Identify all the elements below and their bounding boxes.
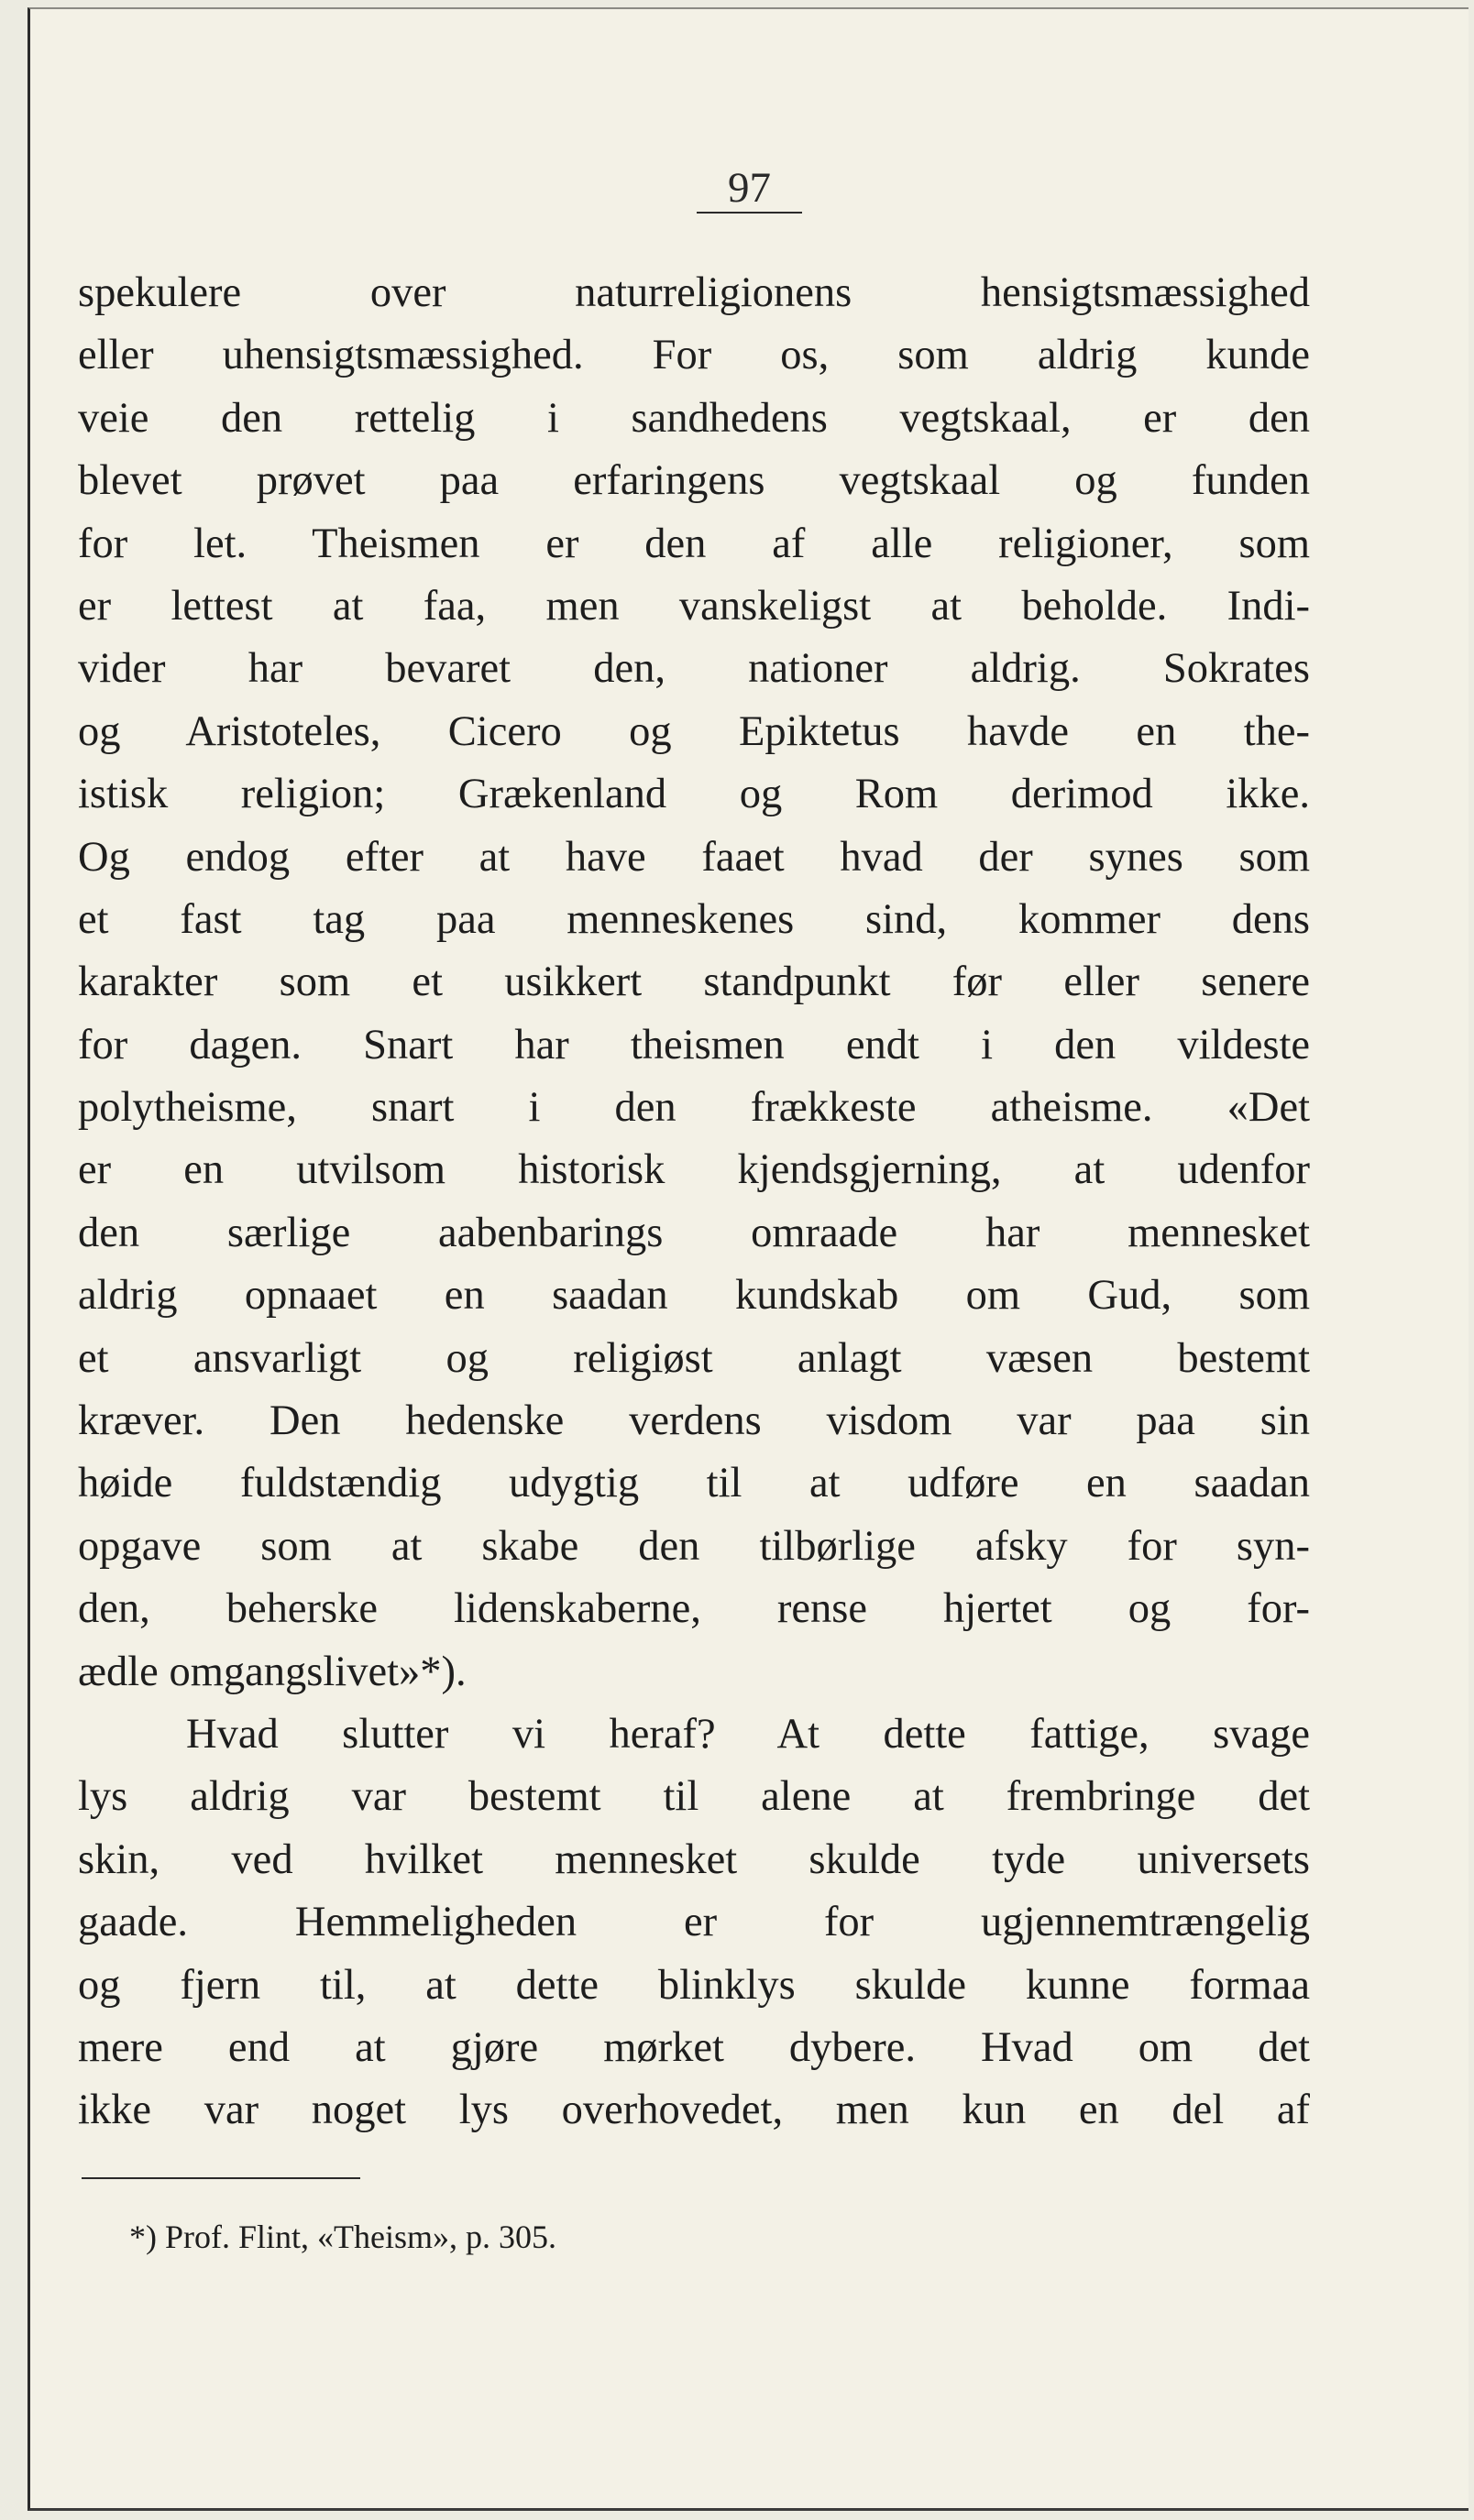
text-line: er lettest at faa, men vanskeligst at beholde. Indi- xyxy=(78,582,1310,630)
text-line: mere end at gjøre mørket dybere. Hvad om det xyxy=(78,2023,1310,2071)
text-line: et fast tag paa menneskenes sind, kommer dens xyxy=(78,895,1310,943)
text-line: eller uhensigtsmæssighed. For os, som aldrig kunde xyxy=(78,332,1310,379)
text-line: polytheisme, snart i den frækkeste atheisme. «Det xyxy=(78,1084,1310,1132)
text-line: istisk religion; Grækenland og Rom derimod ikke. xyxy=(78,771,1310,818)
footnote: *) Prof. Flint, «Theism», p. 305. xyxy=(129,2219,556,2255)
text-line: aldrig opnaaet en saadan kundskab om Gud, som xyxy=(78,1272,1310,1320)
text-line: er en utvilsom historisk kjendsgjerning, at udenfor xyxy=(78,1146,1310,1194)
text-line: Og endog efter at have faaet hvad der synes som xyxy=(78,833,1310,881)
text-line-paragraph-start: Hvad slutter vi heraf? At dette fattige, svage xyxy=(186,1710,1310,1758)
text-line: karakter som et usikkert standpunkt før eller senere xyxy=(78,959,1310,1006)
book-page xyxy=(28,7,1468,2511)
text-line: blevet prøvet paa erfaringens vegtskaal og funden xyxy=(78,457,1310,505)
text-line: veie den rettelig i sandhedens vegtskaal, er den xyxy=(78,394,1310,442)
text-line: den særlige aabenbarings omraade har mennesket xyxy=(78,1209,1310,1256)
text-line: skin, ved hvilket mennesket skulde tyde universets xyxy=(78,1835,1310,1883)
text-line: et ansvarligt og religiøst anlagt væsen bestemt xyxy=(78,1334,1310,1382)
text-line: lys aldrig var bestemt til alene at frembringe det xyxy=(78,1773,1310,1821)
text-line-paragraph-end: ædle omgangslivet»*). xyxy=(78,1648,467,1695)
text-line: og Aristoteles, Cicero og Epiktetus havde en the- xyxy=(78,707,1310,755)
footnote-divider xyxy=(82,2177,360,2179)
text-line: kræver. Den hedenske verdens visdom var paa sin xyxy=(78,1397,1310,1445)
text-line: høide fuldstændig udygtig til at udføre en saadan xyxy=(78,1460,1310,1507)
page-number: 97 xyxy=(30,163,1468,214)
text-line: for dagen. Snart har theismen endt i den vildeste xyxy=(78,1021,1310,1068)
text-line: for let. Theismen er den af alle religioner, som xyxy=(78,520,1310,567)
text-line: og fjern til, at dette blinklys skulde kunne formaa xyxy=(78,1961,1310,2009)
text-line: spekulere over naturreligionens hensigtsmæssighed xyxy=(78,269,1310,316)
text-line: opgave som at skabe den tilbørlige afsky for syn- xyxy=(78,1522,1310,1570)
text-line: vider har bevaret den, nationer aldrig. Sokrates xyxy=(78,645,1310,693)
text-line: ikke var noget lys overhovedet, men kun en del af xyxy=(78,2087,1310,2134)
body-text xyxy=(78,262,1310,2142)
text-line: den, beherske lidenskaberne, rense hjertet og for- xyxy=(78,1585,1310,1633)
text-line: gaade. Hemmeligheden er for ugjennemtrængelig xyxy=(78,1899,1310,1946)
